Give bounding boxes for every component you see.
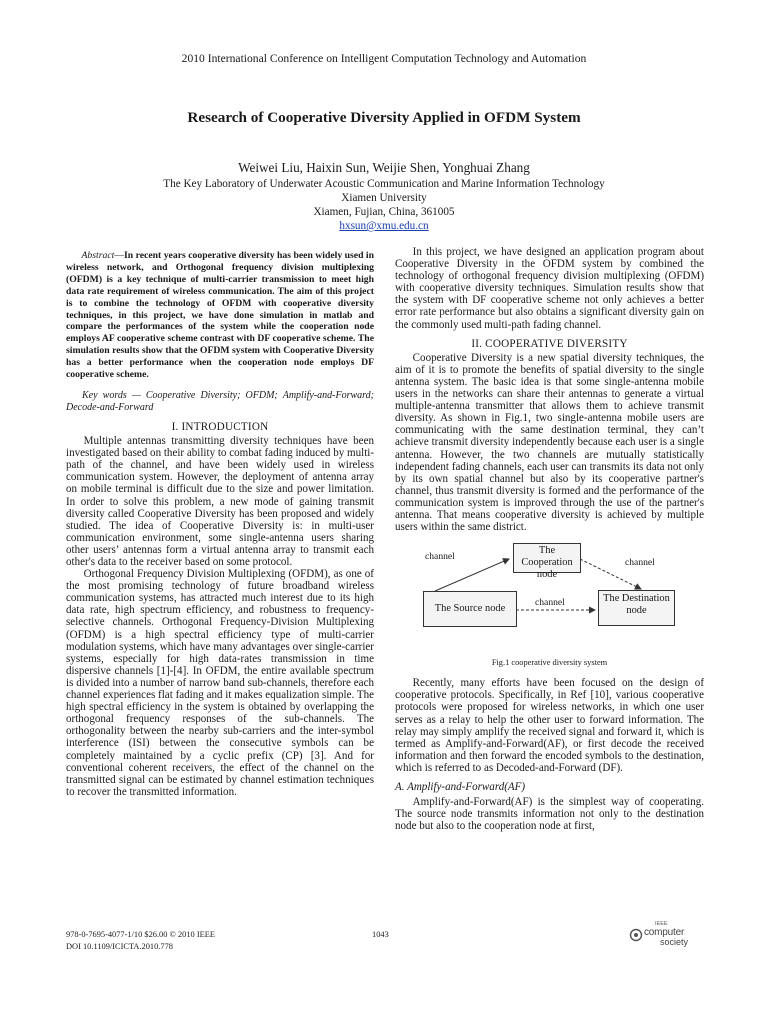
subsection-heading-af: A. Amplify-and-Forward(AF): [395, 781, 526, 793]
email-link[interactable]: [0, 220, 768, 232]
channel-label-middle: channel: [535, 597, 565, 609]
cooperation-node-box: The Cooperation node: [513, 543, 581, 573]
abstract-dash: —: [114, 250, 125, 261]
affiliation-line-2: Xiamen University: [341, 192, 427, 204]
source-node-box: The Source node: [423, 591, 517, 627]
intro-paragraph-2: Orthogonal Frequency Division Multiplexing (OFDM), as one of the most promising technology of future broadband wireless communication systems, has attracted much interest due to its high data rate, high spectrum efficiency, and robustness to frequency-selective channels. Orthogonal Frequency-Division Multiplexing (OFDM) is a high spectral efficiency type of multi-carrier modulation systems, which have many advantages over single-carrier systems, especially for high data-rates transmission in time dispersive channels [1]-[4]. In OFDM, the entire available spectrum is divided into a number of narrow band sub-channels, therefore each channel experiences flat fading and it makes equalization simple. The high spectral efficiency in the system is obtained by overlapping the orthogonal frequency responses of the sub-channels. The orthogonality between the nearby sub-carriers and the inter-symbol interference (ISI) between the consecutive symbols can be completely maintained by a cyclic prefix (CP) [3]. And for conventional coherent receivers, the effect of the channel on the transmitted signal can be estimated by channel estimation techniques to recover the transmitted information.: [66, 568, 374, 798]
ieee-computer-society-logo: [628, 921, 696, 952]
section-heading-introduction: I. INTRODUCTION: [171, 420, 269, 433]
keywords: Key words — Cooperative Diversity; OFDM; Amplify-and-Forward; Decode-and-Forward: [66, 389, 374, 413]
ieee-logo-top-text: IEEE: [655, 921, 668, 927]
affiliation-line-3: Xiamen, Fujian, China, 361005: [313, 206, 455, 218]
paper-title: Research of Cooperative Diversity Applied in OFDM System: [187, 109, 581, 126]
ieee-logo-bottom-text: society: [660, 937, 689, 947]
abstract-label: Abstract: [81, 250, 115, 261]
destination-node-box: The Destination node: [598, 590, 675, 626]
email-text[interactable]: hxsun@xmu.edu.cn: [339, 220, 429, 232]
right-column: [395, 246, 704, 832]
intro-paragraph-1: Multiple antennas transmitting diversity techniques have been investigated based on their ability to combat fading induced by multi-path of the channel, and have been widely used in wireless communication system. However, the deployment of antenna array on mobile terminal is difficult due to the size and power limitation. In order to solve this problem, a new mode of gaining transmit diversity called Cooperative Diversity has been proposed and widely studied. The idea of Cooperative Diversity is: in multi-user communication environment, some single-antenna users sharing other users’ antennas form a virtual antenna array to transmit each other's data to the receiver based on some protocol.: [66, 435, 375, 568]
arrow-source-to-cooperation: [435, 559, 509, 591]
figure-caption: Fig.1 cooperative diversity system: [491, 658, 608, 668]
coop-paragraph-1: Cooperative Diversity is a new spatial diversity techniques, the aim of it is to promote the benefits of spatial diversity to the single antenna system. The basic idea is that some single-antenna mobile users in the networks can share their antennas to generate a virtual multiple-antenna transmitter that allows them to achieve transmit diversity. As shown in Fig.1, two single-antenna mobile users are communicating with the same destination terminal, they can’t achieve transmit diversity independently because each user is a single antenna. However, the two channels are mutually statistically independent fading channels, each user can transmits its data not only by its own spatial channel but also by its cooperative partner's channel, thus transmit diversity is formed and the performance of the communication system is improved through the use of the partner's antenna. That means cooperative diversity is achieved by multiple users within the same district.: [395, 351, 704, 534]
page-number: 1043: [372, 930, 389, 939]
abstract-text: In recent years cooperative diversity has been widely used in wireless network, and Orthogonal frequency division multiplexing (OFDM) is a key technique of multi-carrier transmission to meet high data rate requirement of wireless communication. The aim of this project is to combine the technology of OFDM with cooperative diversity techniques, in this project, we have done simulation in matlab and compare the performances of the system while the cooperation node employs AF cooperative scheme contrast with DF cooperative scheme. The simulation results show that the OFDM system with Cooperative Diversity has a better performance when the cooperation node employs DF cooperative scheme.: [66, 250, 374, 381]
author-list: Weiwei Liu, Haixin Sun, Weijie Shen, Yonghuai Zhang: [238, 160, 530, 175]
section-heading-cooperative-diversity: II. COOPERATIVE DIVERSITY: [471, 337, 628, 350]
doi-line: DOI 10.1109/ICICTA.2010.778: [66, 942, 173, 951]
channel-label-right: channel: [625, 557, 655, 569]
abstract: [66, 250, 374, 381]
affiliation-line-1: The Key Laboratory of Underwater Acoustic Communication and Marine Information Technology: [163, 178, 605, 190]
left-column: [66, 250, 374, 798]
af-paragraph-1: Amplify-and-Forward(AF) is the simplest way of cooperating. The source node transmits information not only to the destination node but also to the cooperation node at first,: [395, 796, 704, 833]
channel-label-left: channel: [425, 551, 455, 563]
coop-paragraph-2: Recently, many efforts have been focused on the design of cooperative protocols. Specifically, in Ref [10], various cooperative protocols were proposed for wireless networks, in which one user serves as a relay to help the other user to forward information. The relay may simply amplify the received signal and forward it, which is termed as Amplify-and-Forward(AF), or first decode the received information and then forward the encoded symbols to the destination, which is referred to as Decoded-and-Forward (DF).: [395, 677, 704, 774]
figure-1-diagram: [395, 539, 704, 657]
ieee-logo-mid-text: computer: [644, 927, 685, 938]
right-paragraph-1: In this project, we have designed an application program about Cooperative Diversity in the OFDM system by combined the technology of orthogonal frequency division multiplexing (OFDM) with cooperative diversity techniques. Simulation results show that the system with DF cooperative scheme not only achieves a better error rate performance but also obtains a significant diversity gain on the commonly used multi-path fading channel.: [395, 246, 704, 331]
conference-header: 2010 International Conference on Intelligent Computation Technology and Automation: [181, 52, 587, 65]
isbn-line: 978-0-7695-4077-1/10 $26.00 © 2010 IEEE: [66, 930, 215, 939]
